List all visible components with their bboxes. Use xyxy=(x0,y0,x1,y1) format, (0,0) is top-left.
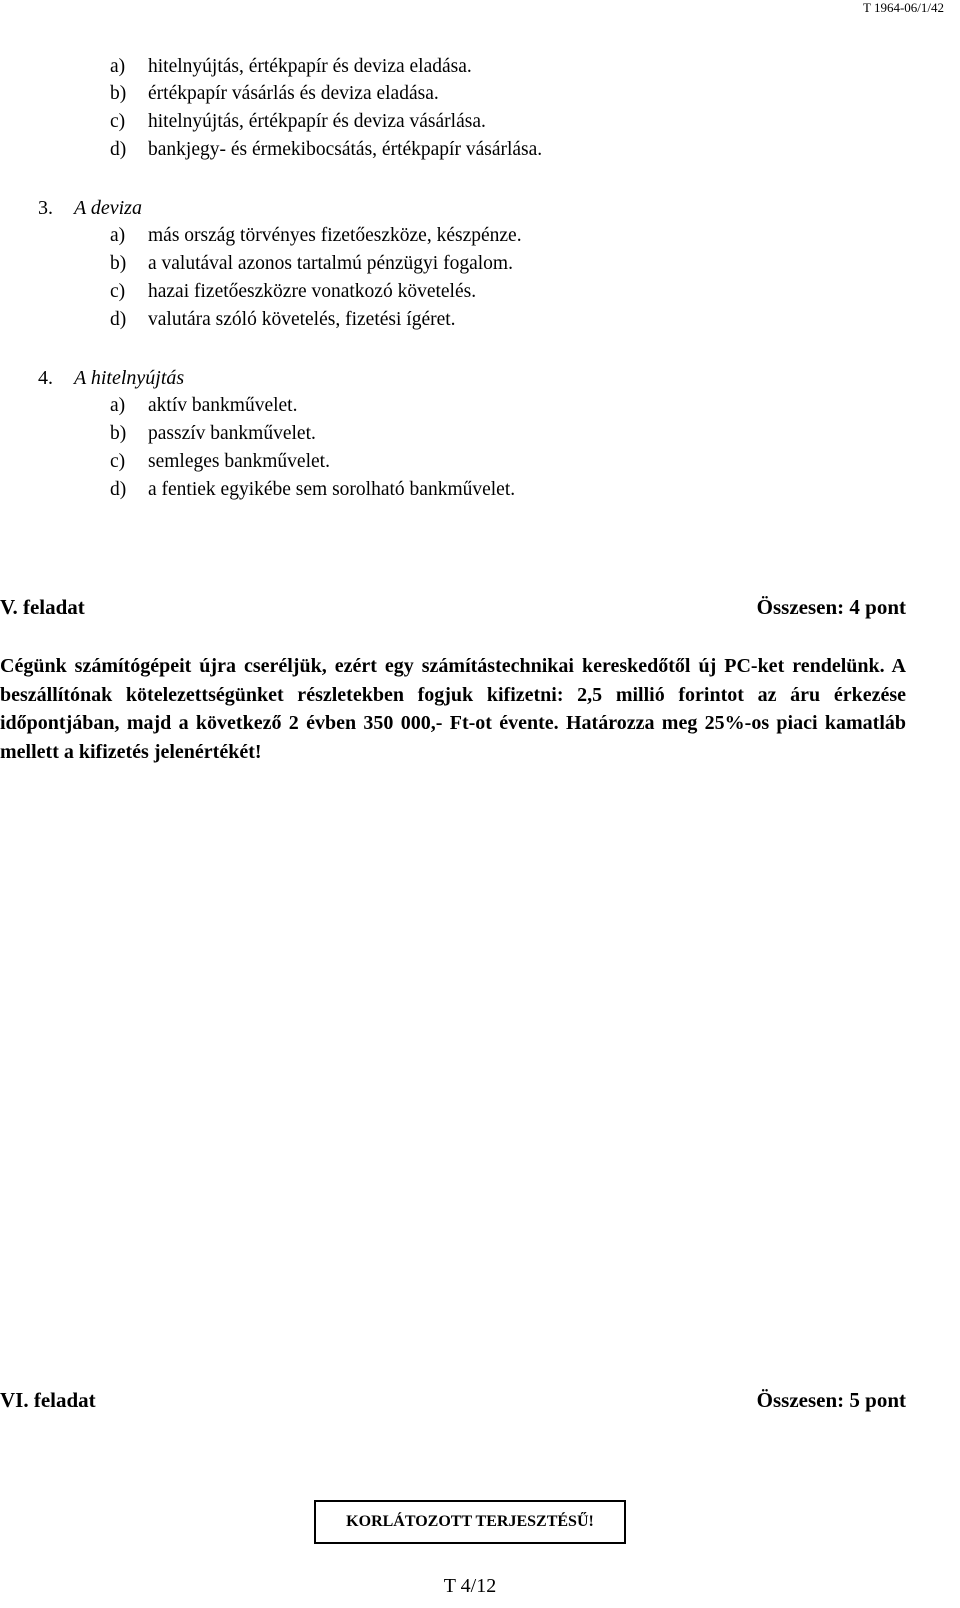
option-letter: b) xyxy=(110,83,127,104)
page-number: T 4/12 xyxy=(443,1575,497,1597)
restricted-distribution-box: KORLÁTOZOTT TERJESZTÉSŰ! xyxy=(314,1500,626,1544)
option-text: aktív bankművelet. xyxy=(148,395,298,416)
option-line xyxy=(110,422,316,446)
option-line xyxy=(110,252,513,276)
question-3-heading xyxy=(38,196,142,220)
option-text: hitelnyújtás, értékpapír és deviza eladása. xyxy=(148,56,472,77)
option-line xyxy=(110,224,522,248)
option-line xyxy=(110,478,515,502)
option-letter: a) xyxy=(110,56,126,77)
option-text: valutára szóló követelés, fizetési ígéret. xyxy=(148,309,456,330)
task-5-text: Cégünk számítógépeit újra cseréljük, ezért egy számítástechnikai kereskedőtől új PC-ket rendelünk. A beszállítónak kötelezettségünket részletekben fogjuk kifizetni: 2,5 millió forintot az áru érkezése időpontjában, majd a következő 2 évben 350 000,- Ft-ot évente. Határozza meg 25%-os piaci kamatláb mellett a kifizetés jelenértékét! xyxy=(0,655,906,763)
task-5-title: V. feladat xyxy=(0,595,85,619)
option-letter: a) xyxy=(110,395,126,416)
question-4-heading xyxy=(38,366,184,390)
task-6-title: VI. feladat xyxy=(0,1388,96,1412)
option-text: más ország törvényes fizetőeszköze, készpénze. xyxy=(148,225,522,246)
question-title: A deviza xyxy=(74,197,142,219)
option-text: hitelnyújtás, értékpapír és deviza vásárlása. xyxy=(148,111,486,132)
option-line xyxy=(110,280,476,304)
option-letter: a) xyxy=(110,225,126,246)
option-text: értékpapír vásárlás és deviza eladása. xyxy=(148,83,439,104)
option-text: bankjegy- és érmekibocsátás, értékpapír vásárlása. xyxy=(148,139,543,160)
option-text: a valutával azonos tartalmú pénzügyi fogalom. xyxy=(148,253,513,274)
document-code: T 1964-06/1/42 xyxy=(862,0,944,15)
option-text: a fentiek egyikébe sem sorolható bankművelet. xyxy=(148,479,516,500)
option-text: semleges bankművelet. xyxy=(148,451,330,472)
option-line xyxy=(110,55,472,79)
question-number: 3. xyxy=(38,197,53,219)
option-text: hazai fizetőeszközre vonatkozó követelés. xyxy=(148,281,477,302)
option-letter: b) xyxy=(110,423,127,444)
question-number: 4. xyxy=(38,367,53,389)
task-6-points: Összesen: 5 pont xyxy=(756,1388,906,1412)
option-line xyxy=(110,394,297,418)
option-letter: b) xyxy=(110,253,127,274)
option-letter: d) xyxy=(110,479,127,500)
option-line xyxy=(110,450,330,474)
task-5-points: Összesen: 4 pont xyxy=(756,595,906,619)
option-line xyxy=(110,82,439,106)
option-line xyxy=(110,308,456,332)
option-letter: d) xyxy=(110,139,127,160)
option-line xyxy=(110,138,542,162)
option-letter: c) xyxy=(110,451,126,472)
option-text: passzív bankművelet. xyxy=(148,423,316,444)
option-letter: c) xyxy=(110,281,126,302)
option-letter: d) xyxy=(110,309,127,330)
option-letter: c) xyxy=(110,111,126,132)
question-title: A hitelnyújtás xyxy=(74,367,185,389)
option-line xyxy=(110,110,486,134)
